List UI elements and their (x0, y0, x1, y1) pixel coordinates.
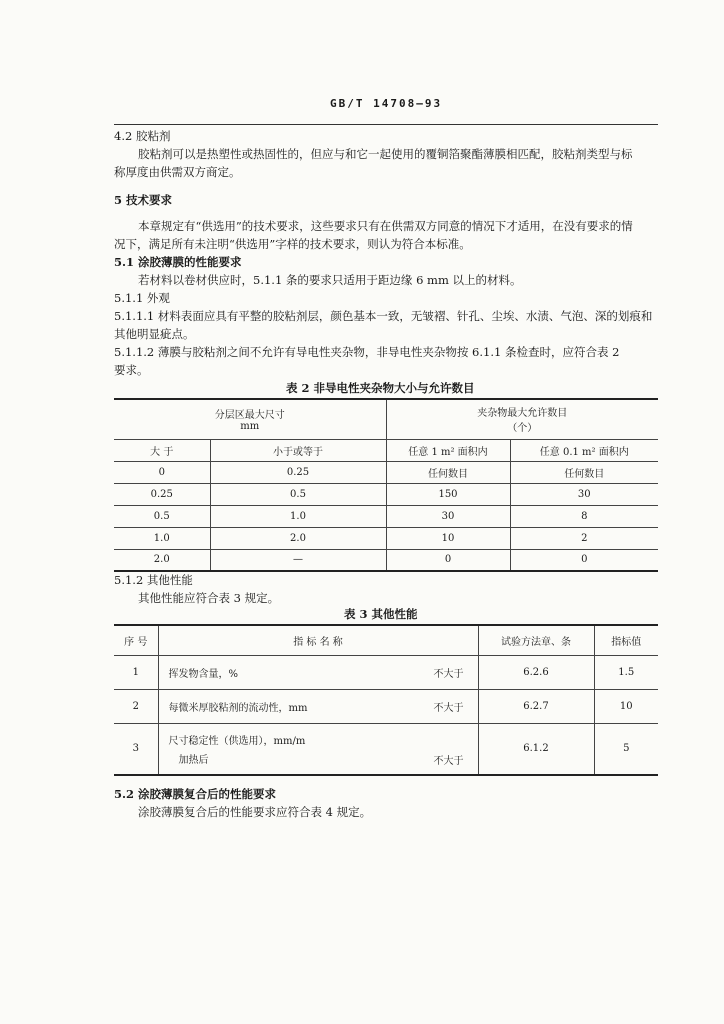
section-5-2-heading: 5.2 涂胶薄膜复合后的性能要求 (114, 787, 277, 801)
table-cell: 0.25 (210, 461, 386, 483)
table-cell: 2.0 (210, 527, 386, 549)
table-row (114, 483, 658, 505)
table-2-header-01m2: 任意 0.1 m² 面积内 (510, 439, 658, 461)
section-5-1-1-2-line1: 5.1.1.2 薄膜与胶粘剂之间不允许有导电性夹杂物，非导电性夹杂物按 6.1.1 条检查时，应符合表 2 (114, 345, 620, 359)
section-5-para-line2: 况下，满足所有未注明“供选用”字样的技术要求，则认为符合本标准。 (114, 237, 471, 251)
section-5-2-para: 涂胶薄膜复合后的性能要求应符合表 4 规定。 (138, 805, 372, 819)
header-rule (114, 124, 658, 125)
table-2-header-gt: 大 于 (114, 439, 210, 461)
section-5-heading: 5 技术要求 (114, 193, 173, 207)
table-cell: 10 (594, 689, 658, 723)
table-2-header-count (386, 399, 658, 439)
table-cell-name (158, 689, 478, 723)
table-3 (114, 624, 658, 776)
section-5-1-1-2-line2: 要求。 (114, 363, 149, 377)
table-cell: 2 (510, 527, 658, 549)
table-row (114, 527, 658, 549)
table-cell: 30 (386, 505, 510, 527)
table-row (114, 723, 658, 775)
table-row (114, 689, 658, 723)
section-5-1-2-para: 其他性能应符合表 3 规定。 (138, 591, 280, 605)
table-2-header-size (114, 399, 386, 439)
limit-text: 不大于 (433, 702, 464, 714)
table-cell: 1 (114, 655, 158, 689)
metric-name: 每微米厚胶粘剂的流动性，mm (168, 702, 308, 714)
table-cell: — (210, 549, 386, 571)
section-5-1-para: 若材料以卷材供应时，5.1.1 条的要求只适用于距边缘 6 mm 以上的材料。 (138, 273, 522, 287)
table-2-caption: 表 2 非导电性夹杂物大小与允许数目 (286, 381, 475, 395)
table-cell-name (158, 723, 478, 775)
table-cell: 1.5 (594, 655, 658, 689)
standard-code-header: GB/T 14708—93 (330, 97, 443, 110)
table-2-header-size-label: 分层区最大尺寸 (214, 410, 285, 422)
table-cell: 任何数目 (386, 461, 510, 483)
table-cell-name (158, 655, 478, 689)
table-cell: 2 (114, 689, 158, 723)
section-4-2-para-line1: 胶粘剂可以是热塑性或热固性的，但应与和它一起使用的覆铜箔聚酯薄膜相匹配，胶粘剂类型与标 (138, 147, 633, 161)
section-4-2-para-line2: 称厚度由供需双方商定。 (114, 165, 241, 179)
section-5-1-heading: 5.1 涂胶薄膜的性能要求 (114, 255, 242, 269)
metric-subname: 加热后 (178, 754, 209, 766)
table-row (114, 505, 658, 527)
table-3-header-no: 序 号 (114, 625, 158, 655)
table-cell: 6.2.6 (478, 655, 594, 689)
section-4-2-heading: 4.2 胶粘剂 (114, 129, 171, 143)
table-cell: 0 (510, 549, 658, 571)
table-cell: 5 (594, 723, 658, 775)
table-cell: 10 (386, 527, 510, 549)
table-cell: 1.0 (210, 505, 386, 527)
table-2-header-count-label: 夹杂物最大允许数目 (477, 408, 568, 420)
table-cell: 0.25 (114, 483, 210, 505)
metric-name: 尺寸稳定性（供选用），mm/m (168, 735, 306, 747)
table-cell: 6.2.7 (478, 689, 594, 723)
table-cell: 1.0 (114, 527, 210, 549)
table-cell: 任何数目 (510, 461, 658, 483)
limit-text: 不大于 (433, 668, 464, 680)
table-2 (114, 398, 658, 572)
table-2-header-count-unit: （个） (507, 423, 538, 435)
table-row (114, 461, 658, 483)
table-row (114, 655, 658, 689)
table-cell: 3 (114, 723, 158, 775)
metric-name: 挥发物含量，% (168, 668, 239, 680)
section-5-1-2-heading: 5.1.2 其他性能 (114, 573, 193, 587)
table-2-header-le: 小于或等于 (210, 439, 386, 461)
table-cell: 0.5 (210, 483, 386, 505)
table-cell: 0.5 (114, 505, 210, 527)
table-cell: 6.1.2 (478, 723, 594, 775)
section-5-1-1-heading: 5.1.1 外观 (114, 291, 170, 305)
table-cell: 150 (386, 483, 510, 505)
table-3-header-name: 指 标 名 称 (158, 625, 478, 655)
table-cell: 30 (510, 483, 658, 505)
table-row (114, 549, 658, 571)
section-5-1-1-1-line2: 其他明显疵点。 (114, 327, 195, 341)
table-2-header-1m2: 任意 1 m² 面积内 (386, 439, 510, 461)
table-3-header-method: 试验方法章、条 (478, 625, 594, 655)
table-cell: 2.0 (114, 549, 210, 571)
section-5-1-1-1-line1: 5.1.1.1 材料表面应具有平整的胶粘剂层，颜色基本一致，无皱褶、针孔、尘埃、水渍、气泡、深的划痕和 (114, 309, 653, 323)
table-cell: 0 (114, 461, 210, 483)
table-3-header-value: 指标值 (594, 625, 658, 655)
table-cell: 8 (510, 505, 658, 527)
table-3-caption: 表 3 其他性能 (344, 607, 418, 621)
table-cell: 0 (386, 549, 510, 571)
section-5-para-line1: 本章规定有“供选用”的技术要求，这些要求只有在供需双方同意的情况下才适用，在没有要求的情 (138, 219, 633, 233)
table-2-header-size-unit: mm (240, 421, 260, 433)
limit-text: 不大于 (433, 755, 464, 767)
